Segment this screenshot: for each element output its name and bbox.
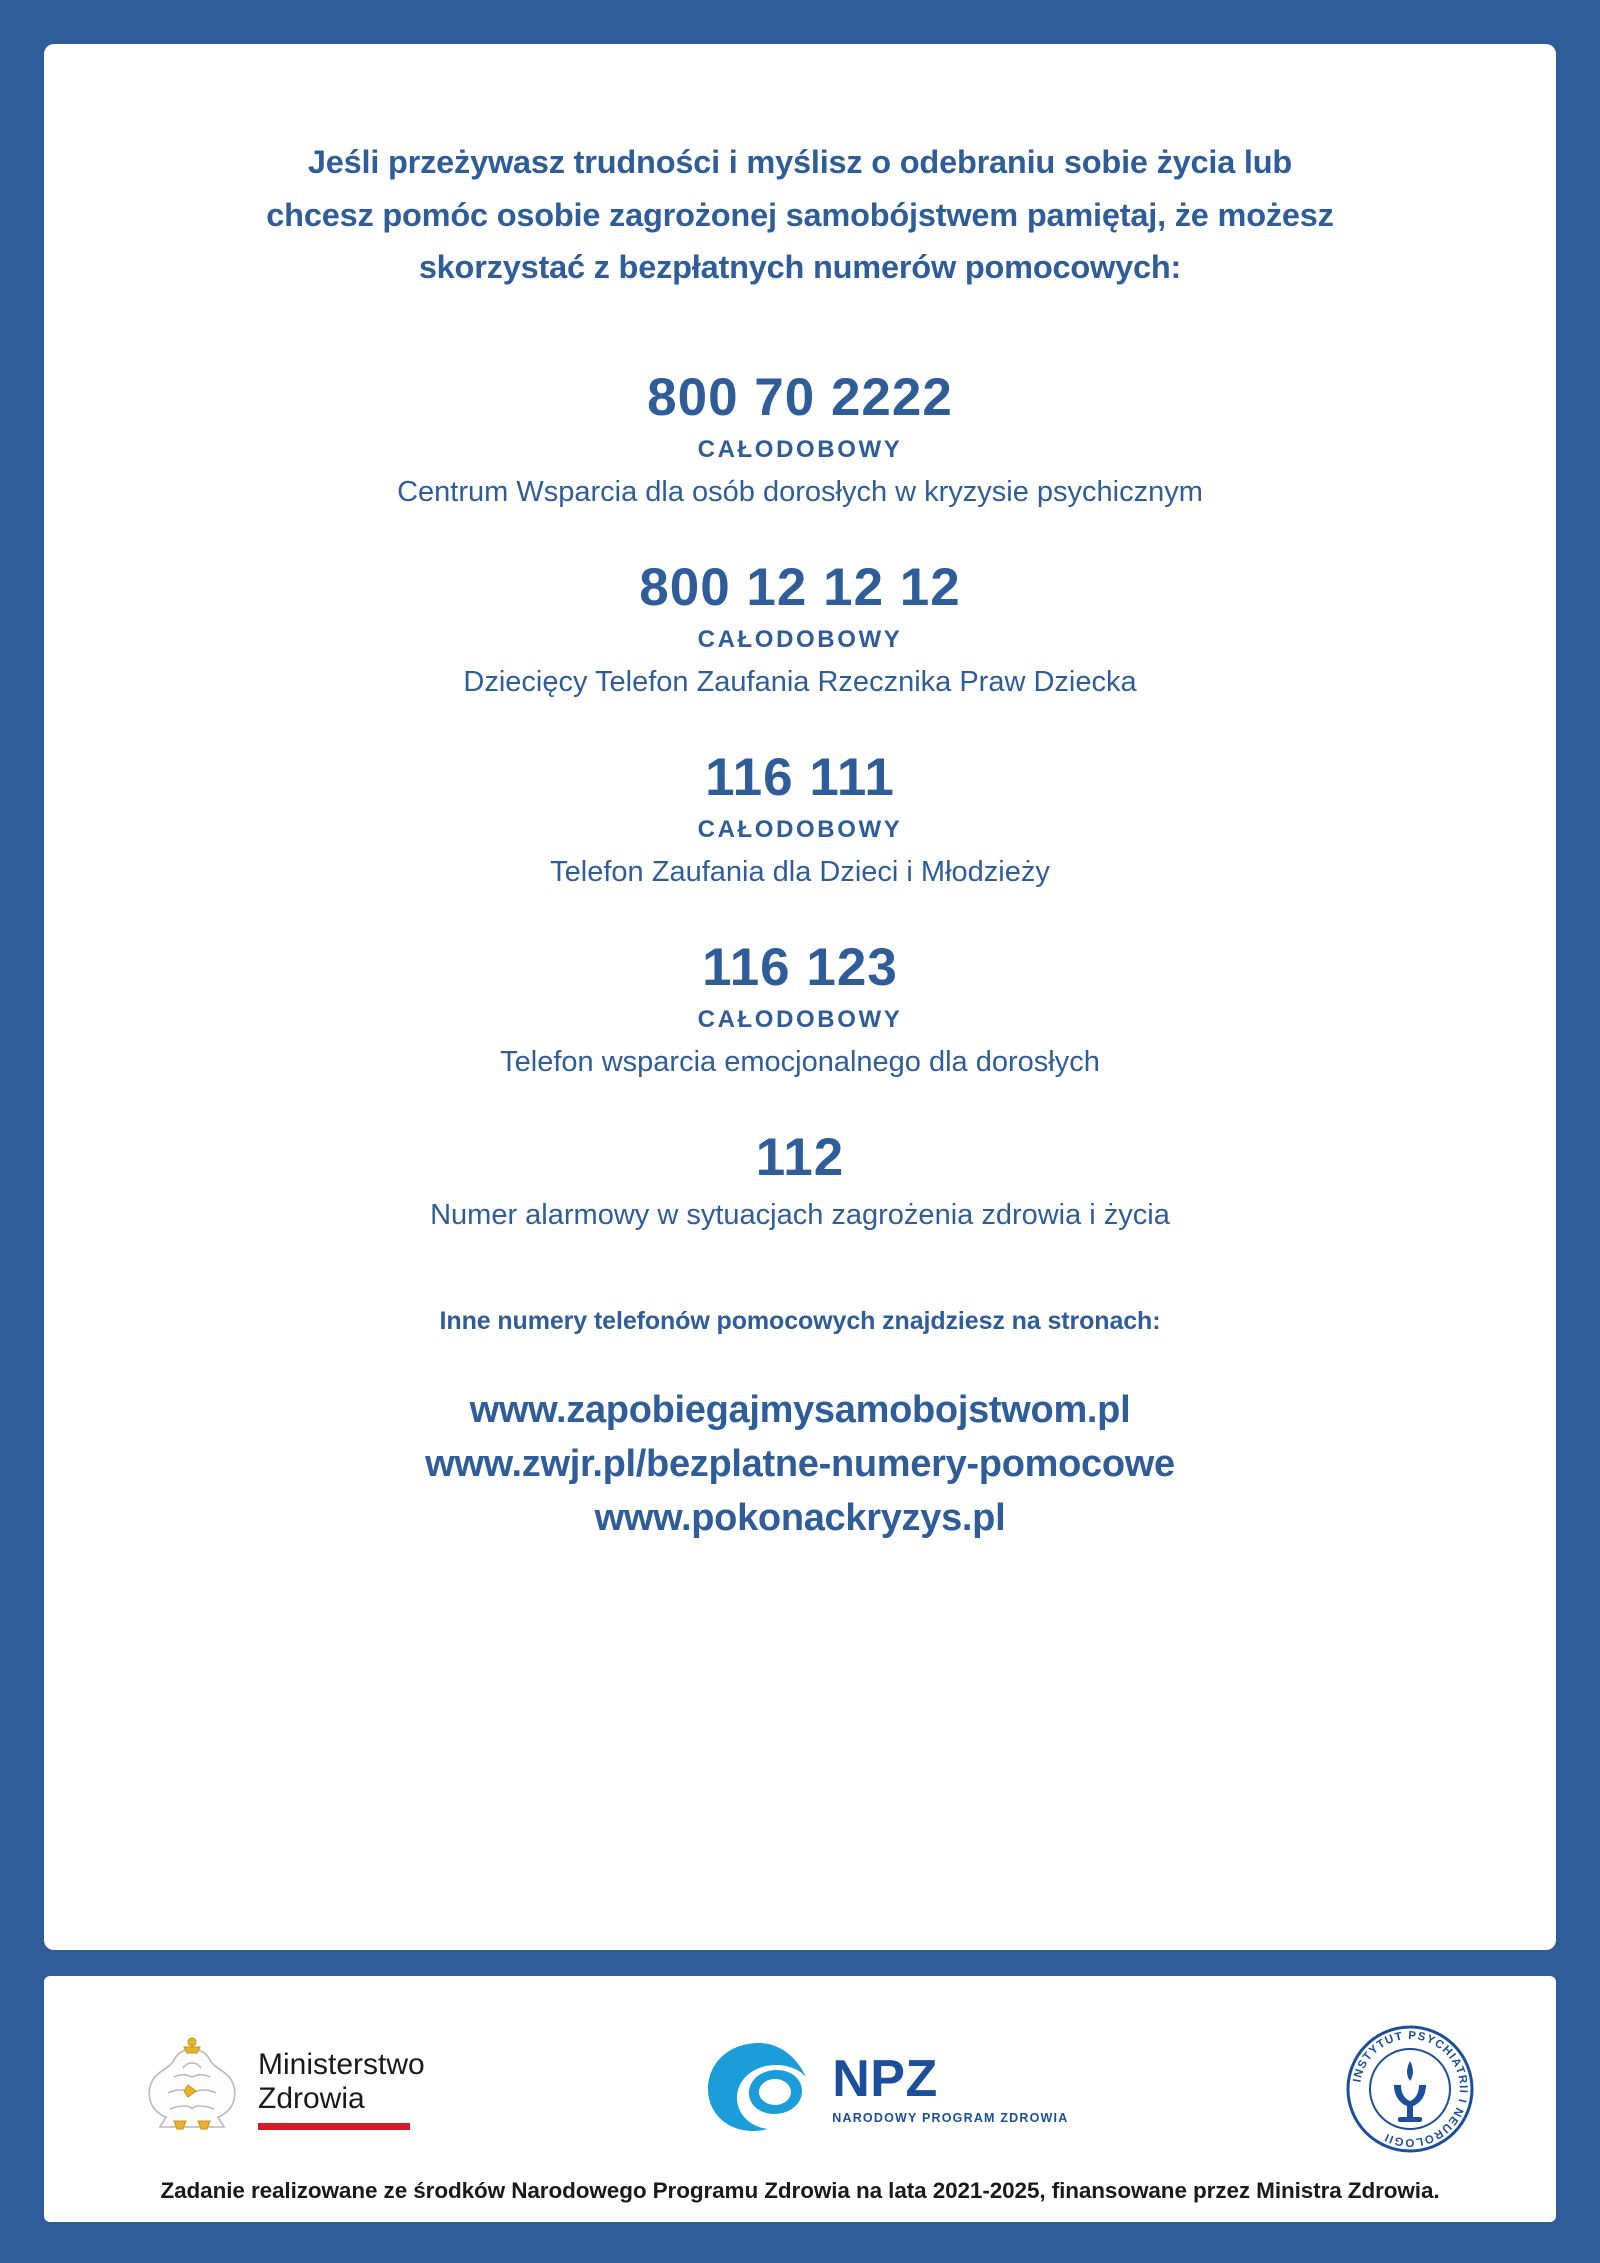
npz-subtitle: NARODOWY PROGRAM ZDROWIA [832,2111,1069,2125]
helpline-entry [114,558,1486,702]
helpline-description: Dziecięcy Telefon Zaufania Rzecznika Praw Dziecka [463,666,1137,699]
helpline-availability: CAŁODOBOWY [697,626,903,654]
funding-note: Zadanie realizowane ze środków Narodowego Programu Zdrowia na lata 2021-2025, finansowane przez Ministra Zdrowia. [160,2178,1440,2203]
npz-wordmark [832,2050,1069,2125]
intro-line-2: chcesz pomóc osobie zagrożonej samobójstwem pamiętaj, że możesz [266,196,1334,233]
helpline-availability: CAŁODOBOWY [697,1006,903,1034]
helpline-entry [114,938,1486,1082]
ipin-emblem-icon [1344,2023,1476,2155]
helpline-entry [114,748,1486,892]
polish-eagle-icon [144,2033,240,2146]
footer [44,1976,1556,2222]
ministry-wordmark [258,2048,425,2129]
helpline-list [114,368,1486,1235]
ipin-ring-text: INSTYTUT PSYCHIATRII I NEUROLOGII [1351,2029,1470,2149]
ipin-logo [1344,2023,1476,2155]
helpline-number[interactable]: 800 70 2222 [647,367,953,427]
helpline-description: Telefon wsparcia emocjonalnego dla dorosłych [500,1046,1100,1079]
intro-text [210,136,1390,294]
helpline-entry [114,368,1486,512]
other-numbers-heading: Inne numery telefonów pomocowych znajdziesz na stronach: [439,1307,1161,1336]
intro-line-3: skorzystać z bezpłatnych numerów pomocowych: [418,249,1182,286]
ministry-line-2: Zdrowia [258,2082,365,2115]
helpline-number[interactable]: 116 111 [705,748,895,808]
website-link[interactable]: www.zwjr.pl/bezplatne-numery-pomocowe [425,1443,1175,1486]
helpline-availability: CAŁODOBOWY [697,816,903,844]
npz-logo [700,2037,1068,2142]
ministry-line-1: Ministerstwo [258,2048,425,2082]
helpline-number[interactable]: 112 [755,1128,845,1188]
website-links [114,1384,1486,1546]
helpline-number[interactable]: 116 123 [702,938,898,998]
helpline-description: Centrum Wsparcia dla osób dorosłych w kryzysie psychicznym [397,476,1203,509]
npz-word: NPZ [832,2050,938,2108]
ministry-of-health-logo [144,2033,425,2146]
helpline-number[interactable]: 800 12 12 12 [639,557,961,617]
website-link[interactable]: www.pokonackryzys.pl [594,1497,1006,1540]
helpline-description: Telefon Zaufania dla Dzieci i Młodzieży [550,856,1050,889]
ministry-red-rule [258,2123,410,2130]
intro-line-1: Jeśli przeżywasz trudności i myślisz o odebraniu sobie życia lub [307,144,1293,180]
helpline-card [44,44,1556,1950]
helpline-description: Numer alarmowy w sytuacjach zagrożenia zdrowia i życia [430,1199,1170,1232]
logo-row [84,1994,1516,2178]
helpline-entry [114,1128,1486,1235]
helpline-availability: CAŁODOBOWY [697,436,903,464]
npz-swoosh-icon [700,2037,818,2142]
website-link[interactable]: www.zapobiegajmysamobojstwom.pl [469,1389,1131,1432]
